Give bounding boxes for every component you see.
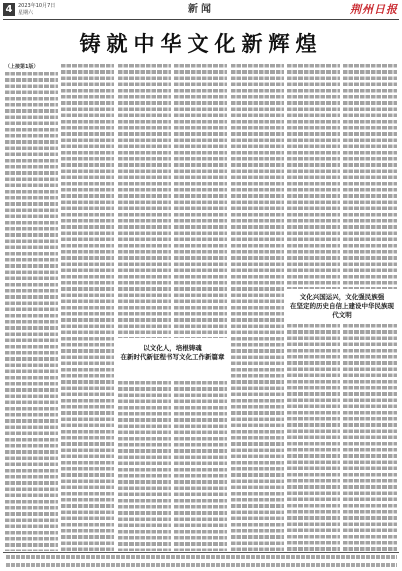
continued-note: （上接第1版） bbox=[5, 64, 39, 70]
masthead-logo: 荆州日报 bbox=[350, 3, 398, 16]
footer-rule bbox=[3, 552, 399, 553]
body-text-column bbox=[174, 381, 227, 551]
body-text-column bbox=[61, 64, 114, 551]
subheading-middle-line: 以文化人，培根铸魂 bbox=[143, 344, 202, 352]
body-text-column bbox=[5, 72, 58, 551]
subheading-right-line: 在坚定的历史自信上建设中华民族现代文明 bbox=[290, 302, 394, 319]
body-text-column bbox=[343, 64, 397, 289]
page-number: 4 bbox=[3, 3, 15, 16]
body-text-column bbox=[118, 64, 171, 338]
issue-date: 2023年10月7日 bbox=[18, 3, 56, 9]
body-text-column bbox=[287, 64, 340, 289]
headline: 铸就中华文化新辉煌 bbox=[79, 32, 323, 56]
footer-text-line bbox=[5, 563, 397, 567]
footer-text-line bbox=[5, 555, 397, 559]
body-text-column bbox=[343, 324, 397, 551]
body-text-column bbox=[118, 381, 171, 551]
body-text-column bbox=[287, 324, 340, 551]
subheading-middle bbox=[118, 344, 227, 362]
subheading-middle-line: 在新时代新征程书写文化工作新篇章 bbox=[120, 353, 225, 361]
subheading-right-line: 文化兴国运兴，文化强民族强 bbox=[299, 293, 385, 301]
header-rule bbox=[3, 19, 399, 20]
section-title: 新闻 bbox=[188, 4, 214, 15]
issue-weekday: 星期六 bbox=[18, 10, 34, 16]
body-text-column bbox=[174, 64, 227, 338]
subheading-right bbox=[287, 293, 397, 320]
body-text-column bbox=[231, 64, 284, 551]
